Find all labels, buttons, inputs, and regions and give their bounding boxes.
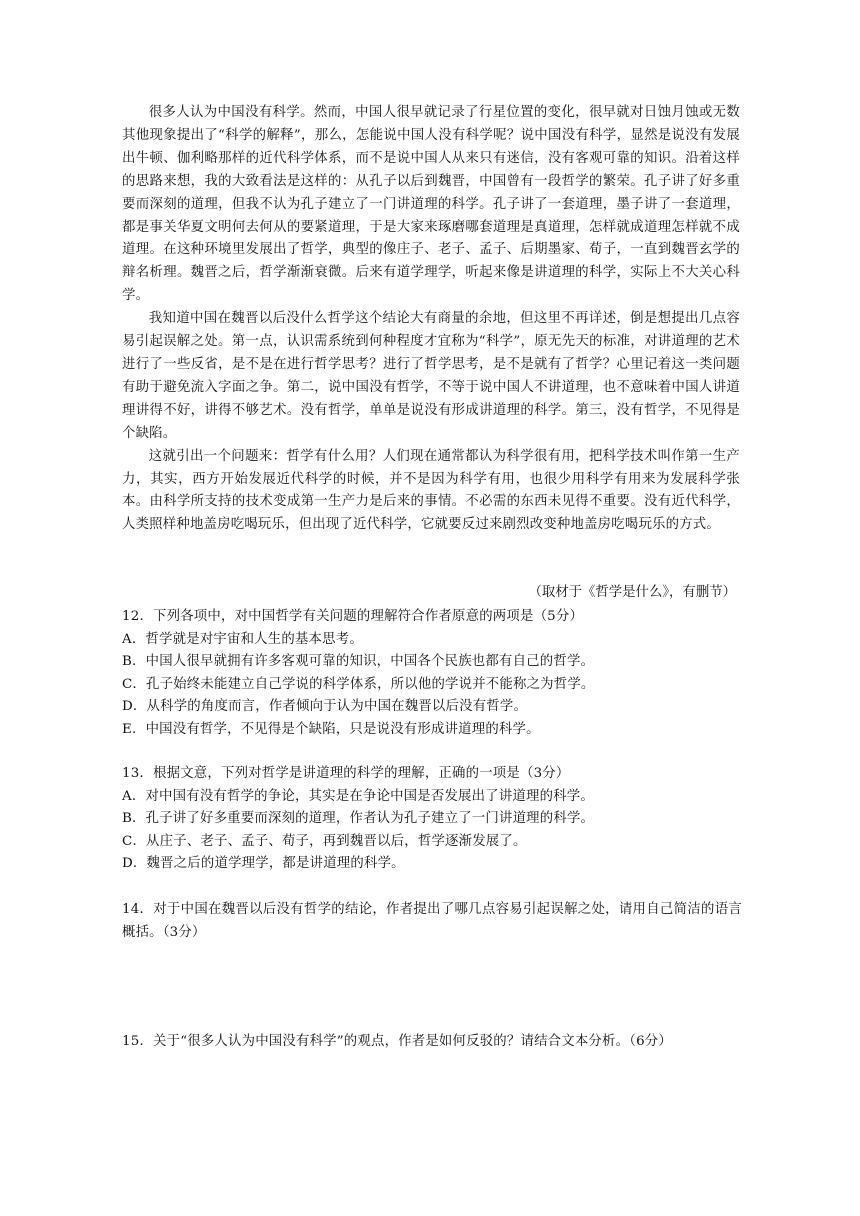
- question-15: [122, 1031, 742, 1054]
- question-12-option-a: A．哲学就是对宇宙和人生的基本思考。: [122, 631, 363, 647]
- question-13-stem: 13．根据文意，下列对哲学是讲道理的科学的理解，正确的一项是（3分）: [122, 766, 570, 781]
- question-15-stem: 15．关于“很多人认为中国没有科学”的观点，作者是如何反驳的？请结合文本分析。（6分）: [122, 1034, 672, 1049]
- question-12-option-c: C．孔子始终未能建立自己学说的科学体系，所以他的学说并不能称之为哲学。: [122, 676, 595, 692]
- question-13-option-c: C．从庄子、老子、孟子、荀子，再到魏晋以后，哲学逐渐发展了。: [122, 833, 527, 849]
- question-13-option-d: D．魏晋之后的道学理学，都是讲道理的科学。: [122, 856, 405, 871]
- passage-paragraph-2: 我知道中国在魏晋以后没什么哲学这个结论大有商量的余地，但这里不再详述，倒是想提出几点容易引起误解之处。第一点，认识需系统到何种程度才宜称为“科学”，原无先天的标准，对讲道理的艺术进行了一些反省，是不是在进行哲学思考？进行了哲学思考，是不是就有了哲学？心里记着这一类问题有助于避免流入字面之争。第二，说中国没有哲学，不等于说中国人不讲道理，也不意味着中国人讲道理讲得不好，讲得不够艺术。没有哲学，单单是说没有形成讲道理的科学。第三，没有哲学，不见得是个缺陷。: [122, 311, 740, 441]
- question-12-stem: 12．下列各项中，对中国哲学有关问题的理解符合作者原意的两项是（5分）: [122, 609, 584, 624]
- question-13: [122, 763, 742, 876]
- passage-source-note: （取材于《哲学是什么》，有删节）: [528, 585, 736, 600]
- question-12-option-d: D．从科学的角度而言，作者倾向于认为中国在魏晋以后没有哲学。: [122, 699, 528, 714]
- reading-passage: [122, 102, 740, 600]
- question-13-option-a: A．对中国有没有哲学的争论，其实是在争论中国是否发展出了讲道理的科学。: [122, 788, 594, 804]
- question-13-option-b: B．孔子讲了好多重要而深刻的道理，作者认为孔子建立了一门讲道理的科学。: [122, 811, 595, 826]
- passage-paragraph-3: 这就引出一个问题来：哲学有什么用？人们现在通常都认为科学很有用，把科学技术叫作第一生产力，其实，西方开始发展近代科学的时候，并不是因为科学有用，也很少用科学有用来为发展科学张本。由科学所支持的技术变成第一生产力是后来的事情。不必需的东西未见得不重要。没有近代科学，人类照样种地盖房吃喝玩乐，但出现了近代科学，它就要反过来剧烈改变种地盖房吃喝玩乐的方式。: [122, 448, 740, 533]
- question-14: [122, 898, 742, 944]
- question-14-stem: 14．对于中国在魏晋以后没有哲学的结论，作者提出了哪几点容易引起误解之处，请用自己简洁的语言概括。（3分）: [122, 902, 742, 940]
- passage-paragraph-1: 很多人认为中国没有科学。然而，中国人很早就记录了行星位置的变化，很早就对日蚀月蚀或无数其他现象提出了“科学的解释”，那么，怎能说中国人没有科学呢？说中国没有科学，显然是说没有发展出牛顿、伽利略那样的近代科学体系，而不是说中国人从来只有迷信，没有客观可靠的知识。沿着这样的思路来想，我的大致看法是这样的：从孔子以后到魏晋，中国曾有一段哲学的繁荣。孔子讲了好多重要而深刻的道理，但我不认为孔子建立了一门讲道理的科学。孔子讲了一套道理，墨子讲了一套道理，都是事关华夏文明何去何从的要紧道理，于是大家来琢磨哪套道理是真道理，怎样就成道理怎样就不成道理。在这种环境里发展出了哲学，典型的像庄子、老子、孟子、后期墨家、荀子，一直到魏晋玄学的辩名析理。魏晋之后，哲学渐渐衰微。后来有道学理学，听起来像是讲道理的科学，实际上不大关心科学。: [122, 105, 740, 304]
- question-12-option-b: B．中国人很早就拥有许多客观可靠的知识，中国各个民族也都有自己的哲学。: [122, 654, 595, 669]
- question-12: [122, 606, 742, 741]
- question-12-option-e: E．中国没有哲学，不见得是个缺陷，只是说没有形成讲道理的科学。: [122, 721, 540, 737]
